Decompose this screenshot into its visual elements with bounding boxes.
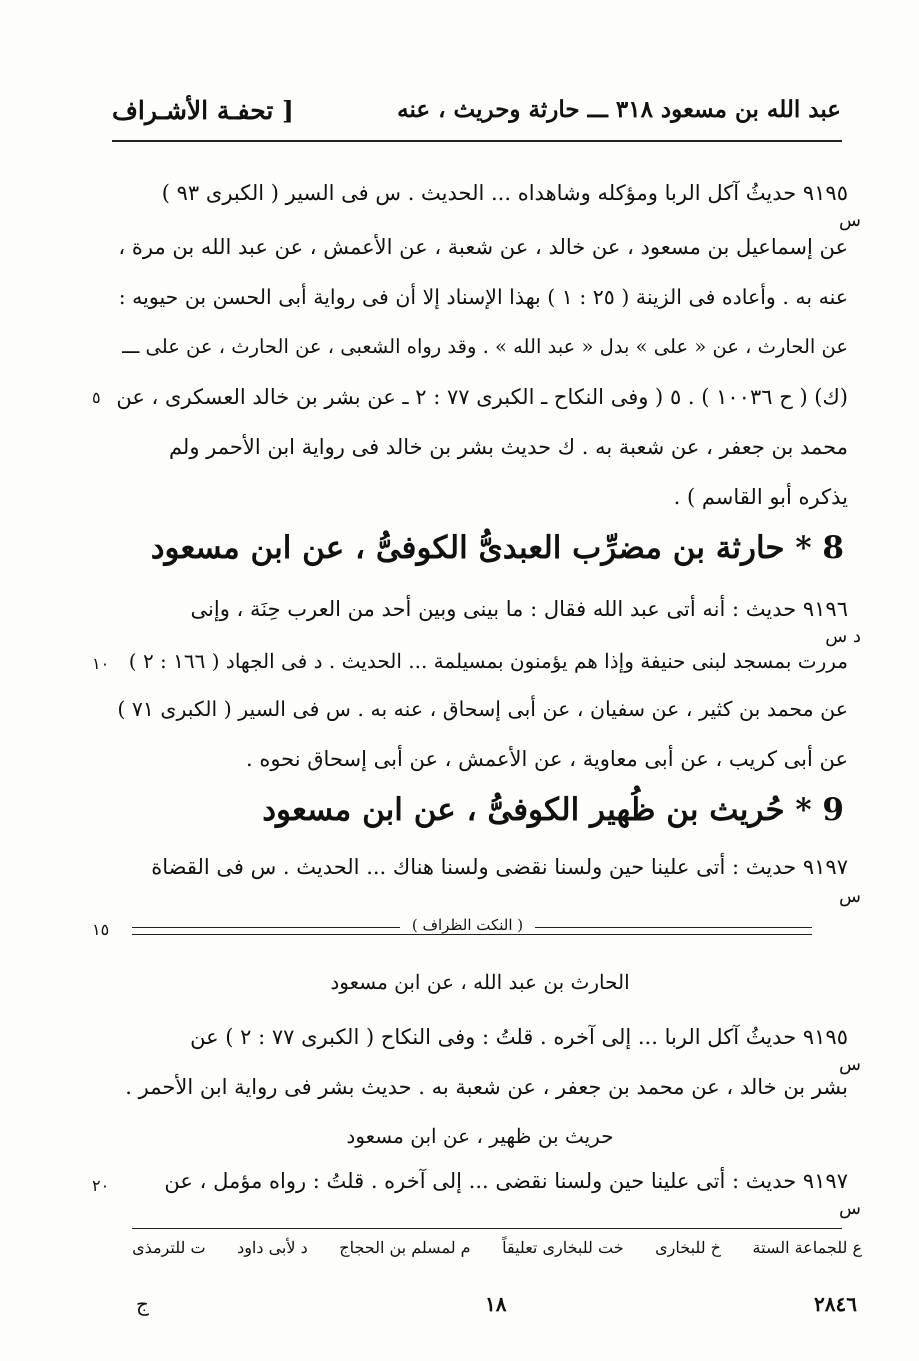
hadith-9195-line-4: عن الحارث ، عن « على » بدل « عبد الله » . وقد رواه الشعبى ، عن الحارث ، عن على ـــ <box>122 335 848 358</box>
bracket-title: [ تحفـة الأشـراف <box>112 96 294 125</box>
footer-volume: ج <box>136 1292 149 1316</box>
nukat-9195-sigla: س <box>839 1054 861 1075</box>
legend-item-4: م لمسلم بن الحجاج <box>339 1238 471 1257</box>
abbreviation-legend <box>132 1238 862 1257</box>
hadith-9195-line-1: ٩١٩٥ حديثُ آكل الربا ومؤكله وشاهداه ... الحديث . س فى السير ( الكبرى ٩٣ ) <box>161 181 848 205</box>
header-rule <box>112 140 842 142</box>
hadith-9196-line-4: عن أبى كريب ، عن أبى معاوية ، عن الأعمش ، عن أبى إسحاق نحوه . <box>245 747 848 771</box>
nukat-9197-sigla: س <box>839 1198 861 1219</box>
section-8-heading <box>151 530 844 566</box>
footer-page-number: ١٨ <box>485 1292 507 1316</box>
hadith-9196-line-3: عن محمد بن كثير ، عن سفيان ، عن أبى إسحاق ، عنه به . س فى السير ( الكبرى ٧١ ) <box>117 697 848 721</box>
line-number-10: ١٠ <box>92 654 110 673</box>
legend-item-3: خت للبخارى تعليقاً <box>502 1238 624 1257</box>
hadith-9197-line-1: ٩١٩٧ حديث : أتى علينا حين ولسنا نقضى ولسنا هناك ... الحديث . س فى القضاة <box>151 855 848 879</box>
hadith-9195-line-2: عن إسماعيل بن مسعود ، عن خالد ، عن شعبة ، عن الأعمش ، عن عبد الله بن مرة ، <box>118 235 848 259</box>
nukat-9195-line-2: بشر بن خالد ، عن محمد بن جعفر ، عن شعبة به . حديث بشر فى رواية ابن الأحمر . <box>125 1075 848 1099</box>
nukat-9197-line: ٩١٩٧ حديث : أتى علينا حين ولسنا نقضى ... إلى آخره . قلتُ : رواه مؤمل ، عن <box>164 1169 848 1193</box>
nukat-9195-line-1: ٩١٩٥ حديثُ آكل الربا ... إلى آخره . قلتُ : وفى النكاح ( الكبرى ٧٧ : ٢ ) عن <box>190 1025 848 1049</box>
hadith-9197-sigla: س <box>839 886 861 907</box>
line-number-20: ٢٠ <box>92 1176 110 1195</box>
nukat-heading-2: حريث بن ظهير ، عن ابن مسعود <box>346 1124 614 1148</box>
legend-item-6: ت للترمذى <box>132 1238 206 1257</box>
legend-item-1: ع للجماعة الستة <box>752 1238 862 1257</box>
hadith-9196-line-1: ٩١٩٦ حديث : أنه أتى عبد الله فقال : ما بينى وبين أحد من العرب حِنَة ، وإنى <box>190 597 848 621</box>
section-8-title: حارثة بن مضرِّب العبدىُّ الكوفىُّ ، عن ابن مسعود <box>150 530 785 566</box>
legend-item-5: د لأبى داود <box>237 1238 308 1257</box>
hadith-9195-line-5: (ك) ( ح ١٠٠٣٦ ) . ٥ ( وفى النكاح ـ الكبرى ٧٧ : ٢ ـ عن بشر بن خالد العسكرى ، عن <box>116 385 848 409</box>
hadith-9195-sigla: س <box>839 210 861 231</box>
nukat-heading-1: الحارث بن عبد الله ، عن ابن مسعود <box>330 970 630 994</box>
hadith-9195-line-3: عنه به . وأعاده فى الزينة ( ٢٥ : ١ ) بهذا الإسناد إلا أن فى رواية أبى الحسن بن حيويه : <box>118 285 848 309</box>
section-8-marker: 8 * <box>795 530 844 566</box>
section-9-heading <box>262 792 844 828</box>
hadith-9195-line-7: يذكره أبو القاسم ) . <box>673 485 848 509</box>
hadith-9196-line-2: مررت بمسجد لبنى حنيفة وإذا هم يؤمنون بمسيلمة ... الحديث . د فى الجهاد ( ١٦٦ : ٢ ) <box>128 649 848 673</box>
running-title: عبد الله بن مسعود ٣١٨ ـــ حارثة وحريث ، عنه <box>397 96 841 123</box>
line-number-5: ٥ <box>92 388 101 407</box>
legend-item-2: خ للبخارى <box>655 1238 721 1257</box>
line-number-15: ١٥ <box>92 920 110 939</box>
section-9-marker: 9 * <box>795 792 844 828</box>
footer-serial: ٢٨٤٦ <box>814 1292 857 1316</box>
legend-rule <box>132 1228 842 1229</box>
hadith-9195-line-6: محمد بن جعفر ، عن شعبة به . ك حديث بشر بن خالد فى رواية ابن الأحمر ولم <box>168 435 848 459</box>
hadith-9196-sigla: د س <box>825 626 861 647</box>
section-9-title: حُريث بن ظُهير الكوفىُّ ، عن ابن مسعود <box>262 792 785 828</box>
nukat-label: ( النكت الظراف ) <box>400 916 535 934</box>
